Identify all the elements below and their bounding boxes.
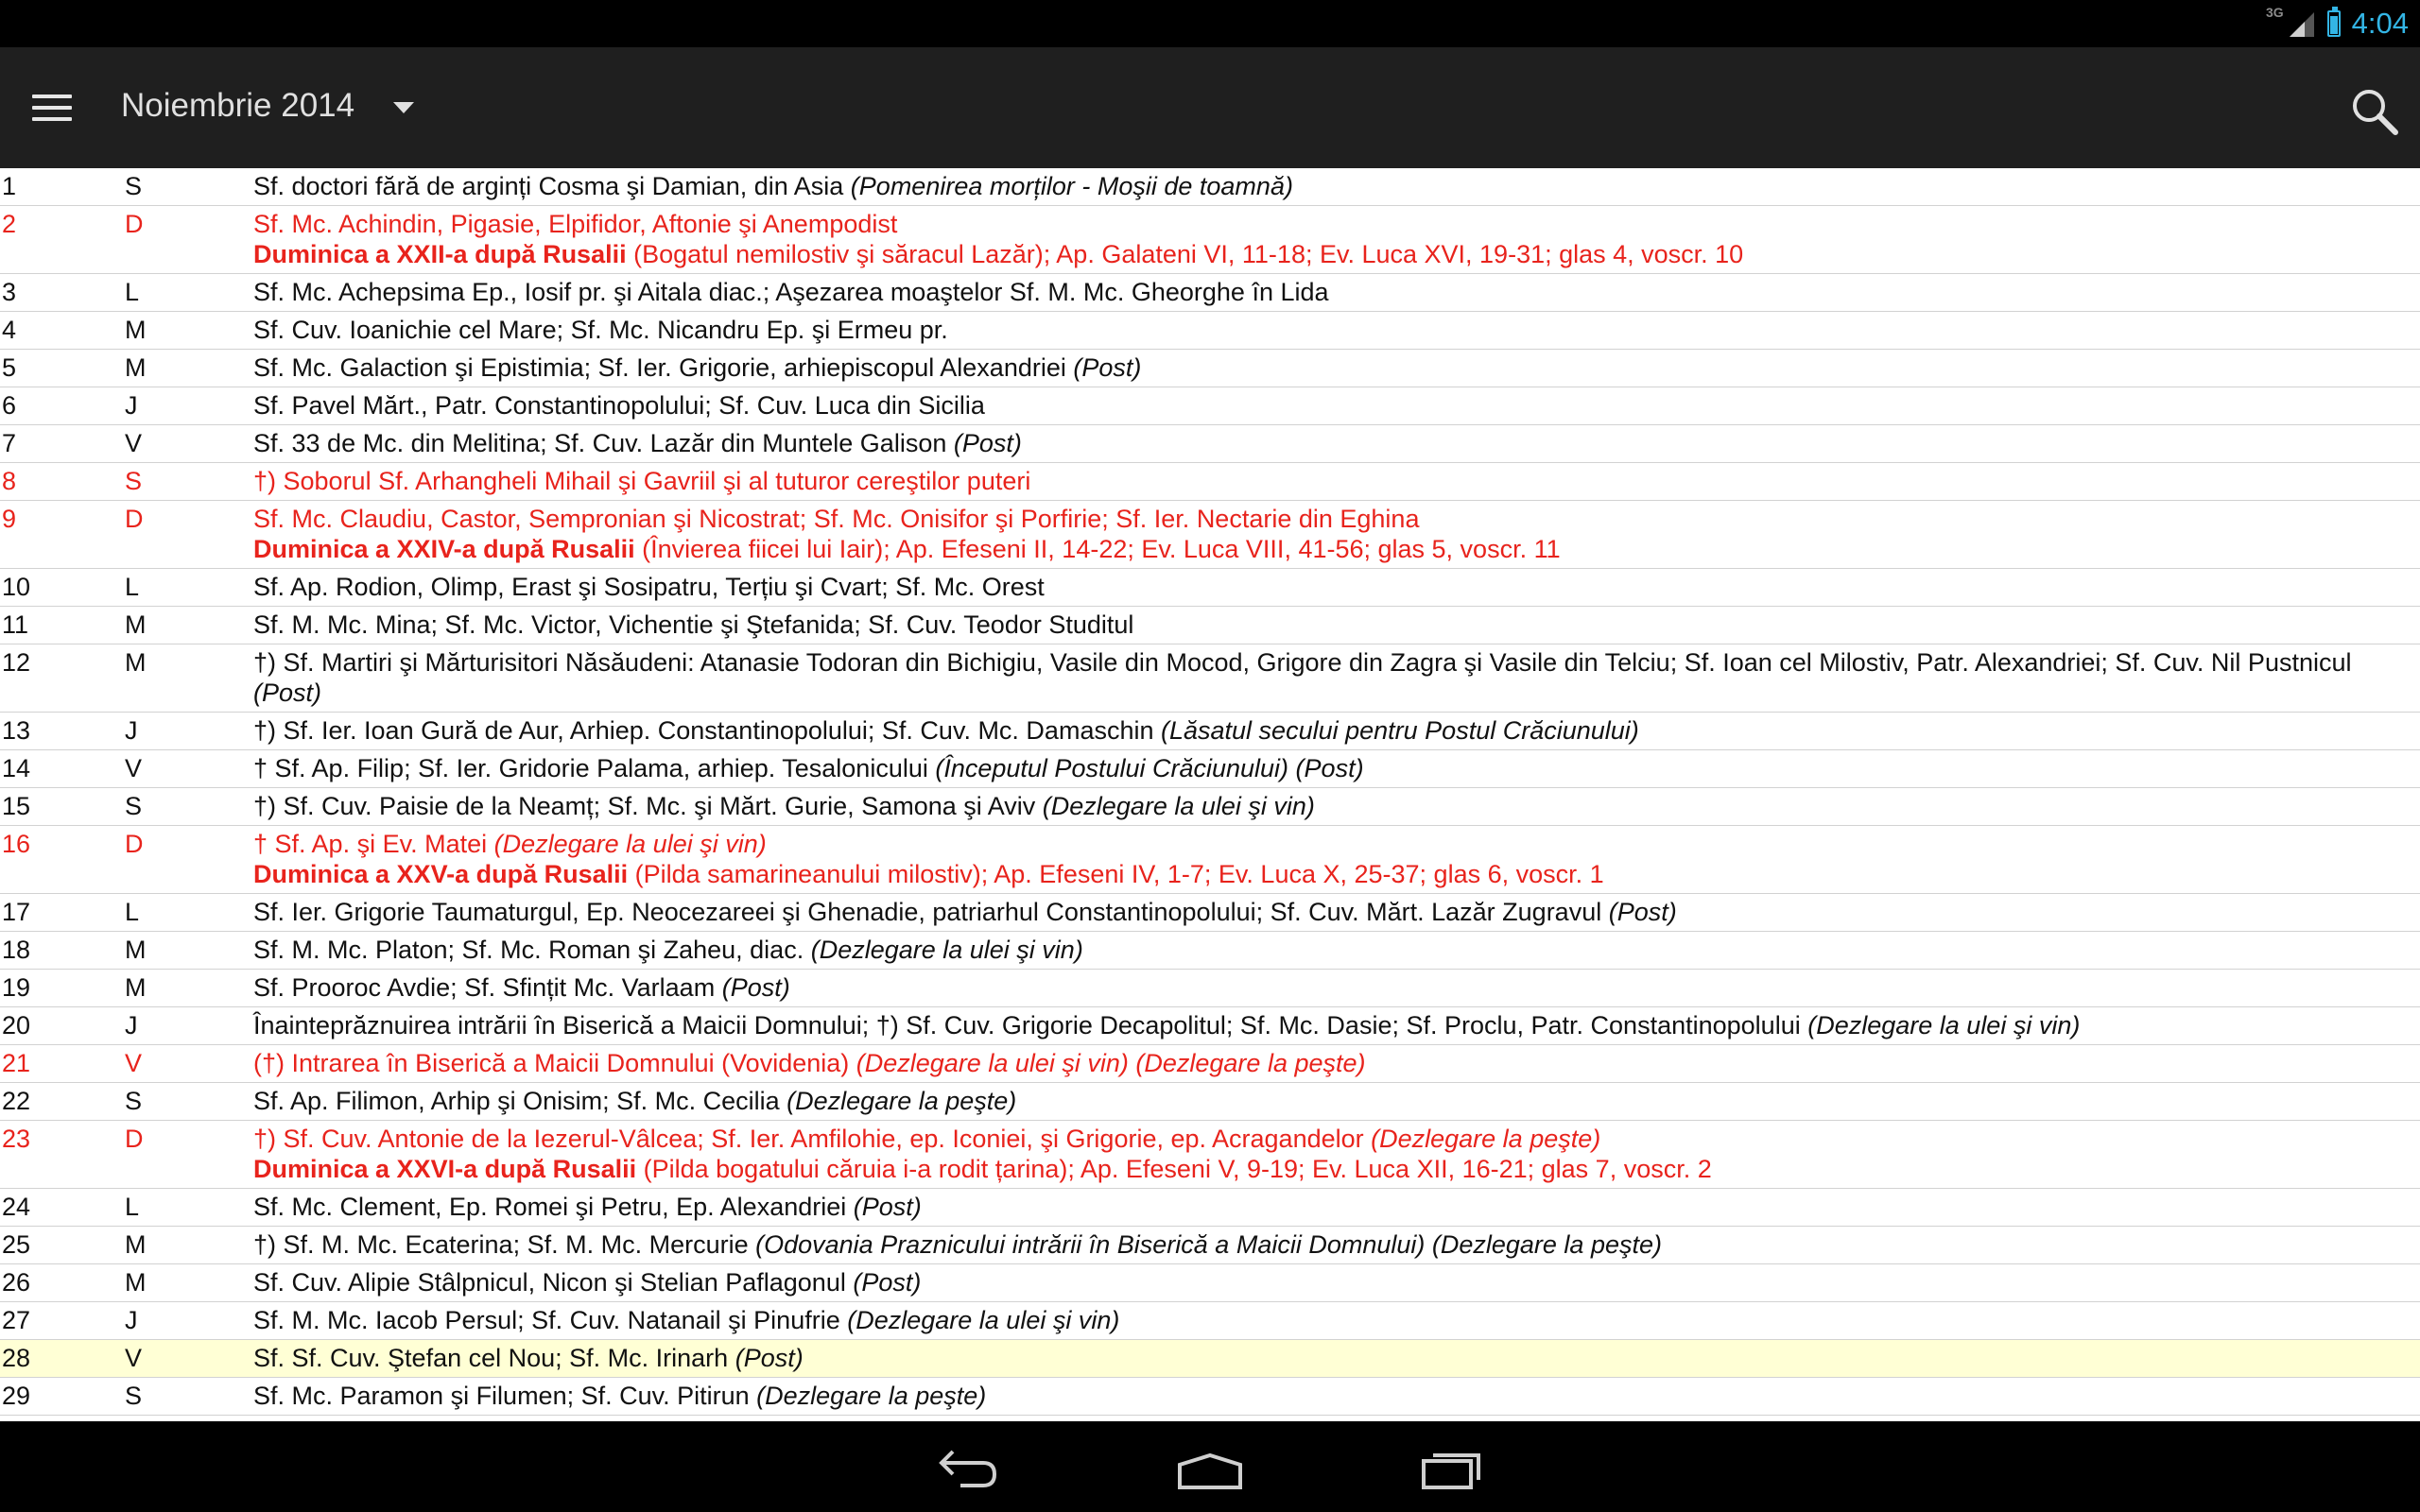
fasting-note: (Pomenirea morților - Moşii de toamnă) [850,172,1293,200]
day-number: 2 [2,210,17,238]
day-row[interactable] [0,206,2420,274]
saints-segment: Sf. Mc. Achepsima Ep., Iosif pr. şi Aitala diac.; Aşezarea moaştelor Sf. M. Mc. Gheorghe în Lida [253,278,1329,306]
saints-segment: Sf. Ap. Filimon, Arhip şi Onisim; Sf. Mc. Cecilia [253,1087,787,1115]
saints-text [253,428,2420,459]
weekday-letter: J [125,391,138,420]
saints-text [253,1192,2420,1223]
weekday-letter: D [125,1125,144,1153]
navigation-bar [0,1421,2420,1512]
day-number: 15 [2,792,31,820]
signal-icon [2288,10,2316,37]
saints-text [253,504,2420,565]
day-row[interactable] [0,1083,2420,1121]
saints-segment: † Sf. Ap. şi Ev. Matei [253,830,494,858]
day-number: 10 [2,573,31,601]
weekday-letter: D [125,505,144,533]
saints-segment: † Sf. Ap. Filip; Sf. Ier. Gridorie Palama, arhiep. Tesalonicului [253,754,936,782]
day-number: 3 [2,278,17,306]
saints-segment: (Pilda bogatului căruia i-a rodit țarina); Ap. Efeseni V, 9-19; Ev. Luca XII, 16-21; glas 7, voscr. 2 [636,1155,1712,1183]
saints-segment: Sf. Mc. Paramon şi Filumen; Sf. Cuv. Pitirun [253,1382,757,1410]
day-row[interactable] [0,1227,2420,1264]
saints-text [253,390,2420,421]
weekday-letter: M [125,610,147,639]
weekday-letter: M [125,316,147,344]
weekday-letter: L [125,573,140,601]
saints-text [253,791,2420,822]
fasting-note: (Dezlegare la peşte) [1371,1125,1601,1153]
saints-text [253,1124,2420,1185]
fasting-note: (Post) [953,429,1022,457]
saints-segment: †) Sf. Cuv. Paisie de la Neamț; Sf. Mc. şi Mărt. Gurie, Samona şi Aviv [253,792,1043,820]
fasting-note: (Lăsatul secului pentru Postul Crăciunului) [1161,716,1639,745]
day-number: 23 [2,1125,31,1153]
sunday-label: Duminica a XXV-a după Rusalii [253,860,629,888]
saints-segment: Sf. doctori fără de arginți Cosma şi Damian, din Asia [253,172,851,200]
saints-text [253,829,2420,890]
day-row[interactable] [0,1189,2420,1227]
day-number: 4 [2,316,17,344]
saints-text [253,753,2420,784]
weekday-letter: M [125,353,147,382]
saints-segment: Sf. Pavel Mărt., Patr. Constantinopolului; Sf. Cuv. Luca din Sicilia [253,391,985,420]
saints-segment: Sf. Ier. Grigorie Taumaturgul, Ep. Neocezareei şi Ghenadie, patriarhul Constantinopolului; Sf. Cuv. Mărt. Lazăr Zugravul [253,898,1609,926]
day-number: 25 [2,1230,31,1259]
weekday-letter: S [125,1382,143,1410]
menu-icon[interactable] [32,94,72,121]
fasting-note: (Începutul Postului Crăciunului) (Post) [935,754,1364,782]
day-row[interactable] [0,607,2420,644]
day-number: 22 [2,1087,31,1115]
recent-apps-icon[interactable] [1420,1448,1484,1489]
fasting-note: (Post) [1073,353,1142,382]
status-bar [0,0,2420,47]
day-row[interactable] [0,1340,2420,1378]
fasting-note: (Post) [1608,898,1677,926]
day-number: 24 [2,1193,31,1221]
saints-text [253,1086,2420,1117]
weekday-letter: J [125,716,138,745]
saints-segment: Sf. Ap. Rodion, Olimp, Erast şi Sosipatru, Terțiu şi Cvart; Sf. Mc. Orest [253,573,1045,601]
status-icons [2266,0,2409,47]
day-number: 20 [2,1011,31,1040]
saints-text [253,277,2420,308]
weekday-letter: J [125,1011,138,1040]
fasting-note: (Dezlegare la ulei şi vin) (Dezlegare la peşte) [856,1049,1366,1077]
day-number: 13 [2,716,31,745]
day-number: 7 [2,429,17,457]
saints-text [253,1229,2420,1261]
weekday-letter: L [125,898,140,926]
fasting-note: (Dezlegare la ulei şi vin) [1042,792,1315,820]
saints-segment: Sf. Mc. Clement, Ep. Romei şi Petru, Ep. Alexandriei [253,1193,854,1221]
day-row[interactable] [0,1302,2420,1340]
saints-text [253,715,2420,747]
fasting-note: (Dezlegare la peşte) [786,1087,1017,1115]
saints-text [253,315,2420,346]
fasting-note: (Post) [853,1193,922,1221]
battery-icon [2327,10,2341,37]
sunday-label: Duminica a XXVI-a după Rusalii [253,1155,637,1183]
day-row[interactable] [0,750,2420,788]
day-number: 27 [2,1306,31,1334]
saints-segment: (Bogatul nemilostiv şi săracul Lazăr); Ap. Galateni VI, 11-18; Ev. Luca XVI, 19-31; glas 4, voscr. 10 [626,240,1744,268]
day-row[interactable] [0,463,2420,501]
day-row[interactable] [0,350,2420,387]
weekday-letter: V [125,1049,143,1077]
day-number: 11 [2,610,29,639]
saints-segment: Sf. Mc. Achindin, Pigasie, Elpifidor, Aftonie şi Anempodist [253,210,898,238]
day-row[interactable] [0,644,2420,713]
day-number: 8 [2,467,17,495]
day-number: 28 [2,1344,31,1372]
day-number: 6 [2,391,17,420]
day-row[interactable] [0,387,2420,425]
saints-text [253,897,2420,928]
saints-segment: †) Soborul Sf. Arhangheli Mihail şi Gavriil şi al tuturor cereştilor puteri [253,467,1031,495]
weekday-letter: V [125,754,143,782]
day-number: 18 [2,936,31,964]
weekday-letter: D [125,210,144,238]
saints-segment: (Pilda samarineanului milostiv); Ap. Efeseni IV, 1-7; Ev. Luca X, 25-37; glas 6, voscr. 1 [628,860,1604,888]
fasting-note: (Dezlegare la ulei şi vin) [1807,1011,2081,1040]
saints-segment: Sf. Mc. Galaction şi Epistimia; Sf. Ier. Grigorie, arhiepiscopul Alexandriei [253,353,1074,382]
saints-text [253,209,2420,270]
day-row[interactable] [0,1045,2420,1083]
saints-segment: Sf. Mc. Claudiu, Castor, Sempronian şi Nicostrat; Sf. Mc. Onisifor şi Porfirie; Sf. Ier. Nectarie din Eghina [253,505,1420,533]
day-number: 16 [2,830,31,858]
saints-segment: Sf. Cuv. Alipie Stâlpnicul, Nicon şi Stelian Paflagonul [253,1268,854,1297]
saints-segment: Sf. 33 de Mc. din Melitina; Sf. Cuv. Lazăr din Muntele Galison [253,429,954,457]
saints-segment: Sf. Sf. Cuv. Ştefan cel Nou; Sf. Mc. Irinarh [253,1344,735,1372]
fasting-note: (Dezlegare la ulei şi vin) [810,936,1083,964]
day-number: 29 [2,1382,31,1410]
day-number: 19 [2,973,31,1002]
weekday-letter: M [125,973,147,1002]
day-row[interactable] [0,274,2420,312]
day-row[interactable] [0,312,2420,350]
chevron-down-icon[interactable] [393,102,414,113]
saints-segment: Înainteprăznuirea intrării în Biserică a Maicii Domnului; †) Sf. Cuv. Grigorie Decapolitul; Sf. Mc. Dasie; Sf. Proclu, Patr. Constantinopolului [253,1011,1808,1040]
fasting-note: (Post) [735,1344,804,1372]
day-number: 17 [2,898,31,926]
weekday-letter: V [125,429,143,457]
day-number: 21 [2,1049,31,1077]
weekday-letter: M [125,648,147,677]
fasting-note: (Dezlegare la ulei şi vin) [847,1306,1120,1334]
day-row[interactable] [0,932,2420,970]
calendar-list [0,168,2420,1421]
saints-segment: †) Sf. Cuv. Antonie de la Iezerul-Vâlcea; Sf. Ier. Amfilohie, ep. Iconiei, şi Grigorie, ep. Acragandelor [253,1125,1372,1153]
sunday-label: Duminica a XXII-a după Rusalii [253,240,627,268]
saints-text [253,1010,2420,1041]
day-row[interactable] [0,894,2420,932]
saints-text [253,1343,2420,1374]
weekday-letter: S [125,792,143,820]
weekday-letter: J [125,1306,138,1334]
fasting-note: (Post) [853,1268,922,1297]
day-number: 26 [2,1268,31,1297]
weekday-letter: S [125,172,143,200]
weekday-letter: D [125,830,144,858]
weekday-letter: M [125,1268,147,1297]
fasting-note: (Post) [721,973,790,1002]
saints-segment: Sf. Prooroc Avdie; Sf. Sfințit Mc. Varlaam [253,973,722,1002]
saints-segment: (Învierea fiicei lui Iair); Ap. Efeseni II, 14-22; Ev. Luca VIII, 41-56; glas 5, voscr. 11 [634,535,1561,563]
network-type-label: 3G [2265,5,2284,20]
day-number: 9 [2,505,17,533]
month-title[interactable]: Noiembrie 2014 [121,87,355,124]
saints-text [253,1048,2420,1079]
day-row[interactable] [0,168,2420,206]
weekday-letter: M [125,936,147,964]
saints-segment: †) Sf. Martiri şi Mărturisitori Năsăudeni: Atanasie Todoran din Bichigiu, Vasile din Mocod, Grigore din Zagra şi Vasile din Telciu; Sf. Ioan cel Milostiv, Patr. Alexandriei; Sf. Cuv. Nil Pustnicul [253,648,2352,677]
weekday-letter: S [125,467,143,495]
weekday-letter: V [125,1344,143,1372]
saints-segment: Sf. Cuv. Ioanichie cel Mare; Sf. Mc. Nicandru Ep. şi Ermeu pr. [253,316,948,344]
saints-text [253,610,2420,641]
saints-text [253,972,2420,1004]
fasting-note: (Post) [253,679,322,707]
saints-segment: Sf. M. Mc. Iacob Persul; Sf. Cuv. Natanail şi Pinufrie [253,1306,848,1334]
weekday-letter: L [125,278,140,306]
search-icon[interactable] [2348,85,2401,138]
day-number: 5 [2,353,17,382]
saints-text [253,935,2420,966]
day-row[interactable] [0,713,2420,750]
saints-text [253,647,2420,709]
day-row[interactable] [0,788,2420,826]
fasting-note: (Odovania Praznicului intrării în Biserică a Maicii Domnului) (Dezlegare la peşte) [755,1230,1662,1259]
saints-segment: (†) Intrarea în Biserică a Maicii Domnului (Vovidenia) [253,1049,856,1077]
saints-text [253,572,2420,603]
day-row[interactable] [0,1264,2420,1302]
home-icon[interactable] [1176,1452,1244,1489]
weekday-letter: M [125,1230,147,1259]
sunday-label: Duminica a XXIV-a după Rusalii [253,535,635,563]
saints-segment: †) Sf. M. Mc. Ecaterina; Sf. M. Mc. Mercurie [253,1230,756,1259]
saints-segment: Sf. M. Mc. Platon; Sf. Mc. Roman şi Zaheu, diac. [253,936,811,964]
day-row[interactable] [0,1007,2420,1045]
saints-segment: Sf. M. Mc. Mina; Sf. Mc. Victor, Vichentie şi Ştefanida; Sf. Cuv. Teodor Studitul [253,610,1134,639]
weekday-letter: S [125,1087,143,1115]
day-row[interactable] [0,569,2420,607]
day-row[interactable] [0,826,2420,894]
day-row[interactable] [0,970,2420,1007]
action-bar [0,47,2420,168]
day-row[interactable] [0,501,2420,569]
saints-text [253,352,2420,384]
saints-text [253,1267,2420,1298]
day-row[interactable] [0,425,2420,463]
saints-segment: †) Sf. Ier. Ioan Gură de Aur, Arhiep. Constantinopolului; Sf. Cuv. Mc. Damaschin [253,716,1161,745]
status-clock: 4:04 [2351,7,2409,40]
day-row[interactable] [0,1121,2420,1189]
day-number: 14 [2,754,31,782]
saints-text [253,1381,2420,1412]
day-number: 12 [2,648,31,677]
day-row[interactable] [0,1378,2420,1416]
fasting-note: (Dezlegare la ulei şi vin) [493,830,767,858]
saints-text [253,1305,2420,1336]
saints-text [253,171,2420,202]
fasting-note: (Dezlegare la peşte) [756,1382,987,1410]
weekday-letter: L [125,1193,140,1221]
back-icon[interactable] [936,1446,1000,1489]
day-number: 1 [2,172,17,200]
saints-text [253,466,2420,497]
